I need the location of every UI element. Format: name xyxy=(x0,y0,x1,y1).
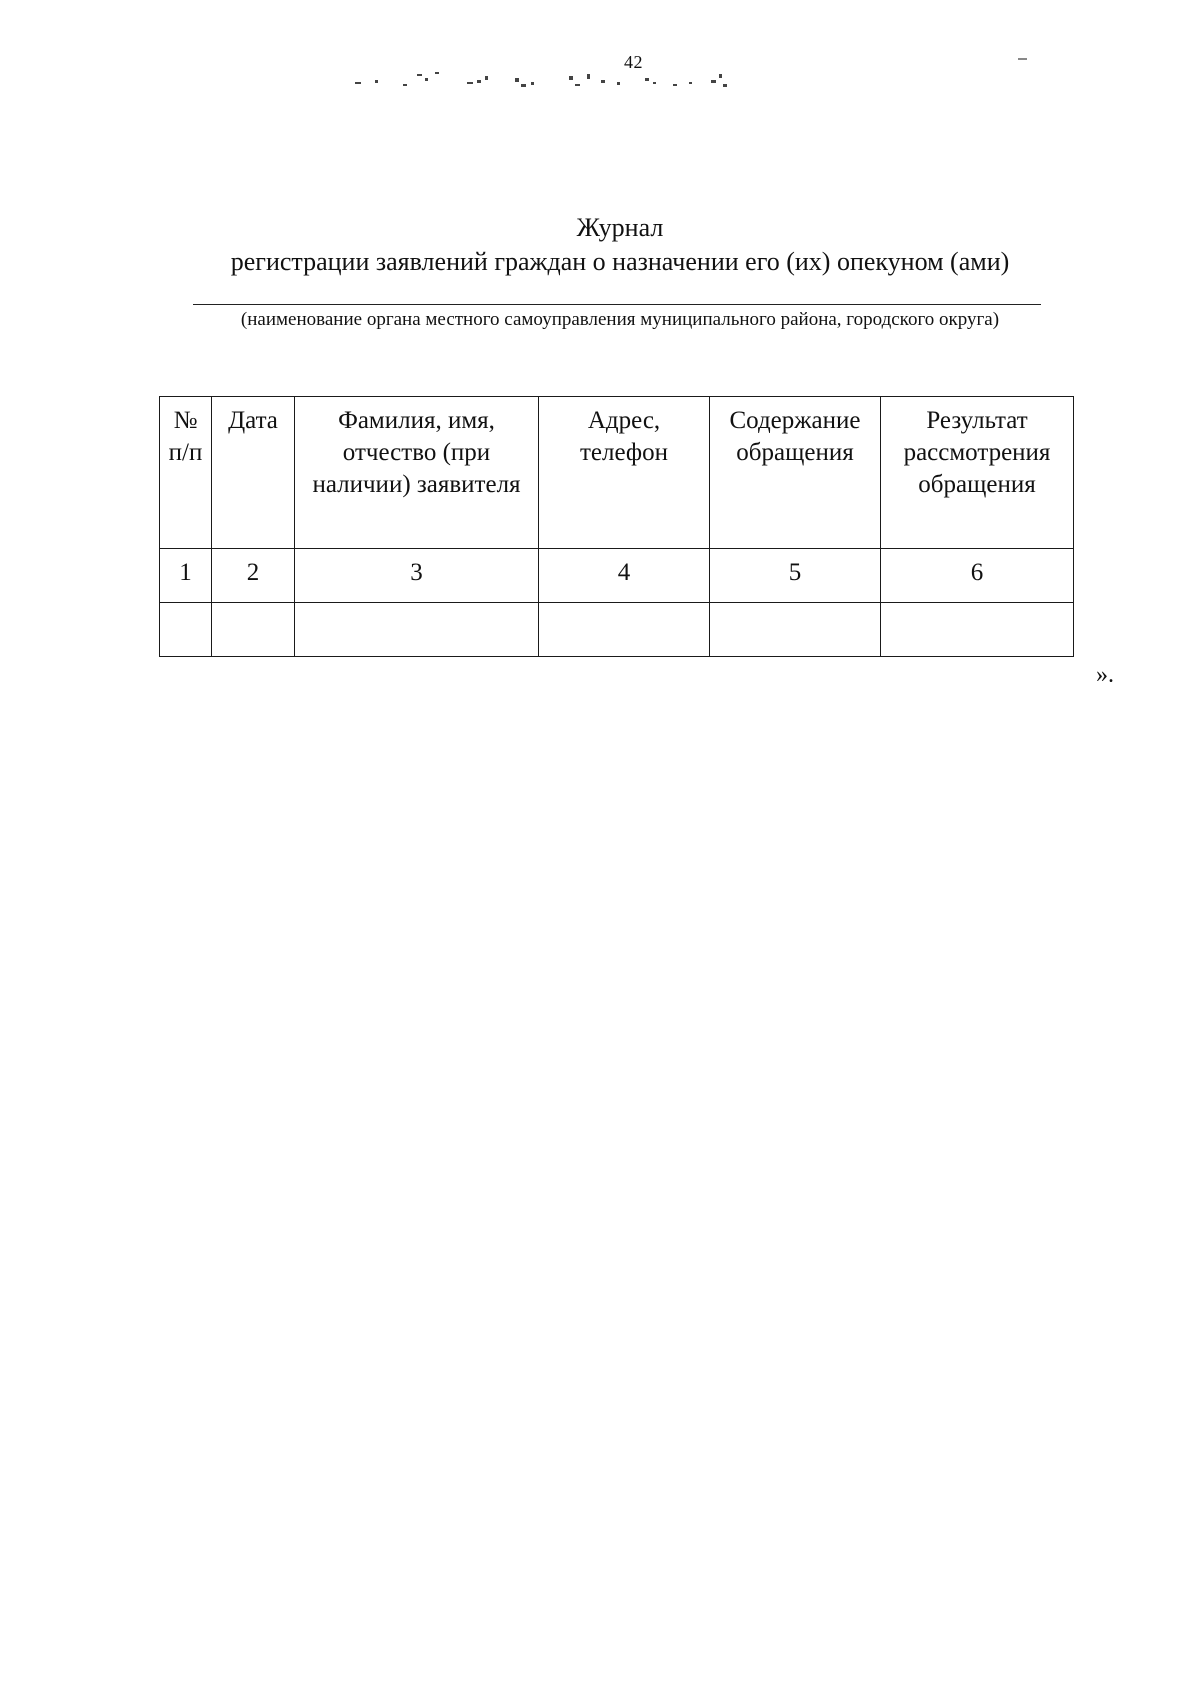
header-cell-applicant-name: Фамилия, имя, отчество (при наличии) заявителя xyxy=(295,397,539,549)
header-cell-number: № п/п xyxy=(160,397,212,549)
table-cell xyxy=(881,603,1074,657)
column-number-cell: 2 xyxy=(212,549,295,603)
org-name-caption: (наименование органа местного самоуправления муниципального района, городского округа) xyxy=(240,309,1000,330)
header-cell-date: Дата xyxy=(212,397,295,549)
header-cell-address-phone: Адрес, телефон xyxy=(539,397,710,549)
table-cell xyxy=(295,603,539,657)
table-cell xyxy=(710,603,881,657)
column-number-cell: 1 xyxy=(160,549,212,603)
closing-quote-mark: ». xyxy=(1096,662,1114,688)
table-header-row xyxy=(160,397,1074,549)
registration-table xyxy=(159,396,1074,657)
journal-subtitle: регистрации заявлений граждан о назначении его (их) опекуном (ами) xyxy=(230,247,1010,276)
header-cell-request-content: Содержание обращения xyxy=(710,397,881,549)
column-number-cell: 3 xyxy=(295,549,539,603)
table-cell xyxy=(160,603,212,657)
column-number-cell: 4 xyxy=(539,549,710,603)
org-name-line xyxy=(193,304,1041,305)
page-number: 42 xyxy=(624,52,643,72)
table-column-numbers-row xyxy=(160,549,1074,603)
column-number-cell: 5 xyxy=(710,549,881,603)
scan-noise xyxy=(355,70,795,98)
column-number-cell: 6 xyxy=(881,549,1074,603)
header-cell-review-result: Результат рассмотрения обращения xyxy=(881,397,1074,549)
journal-title: Журнал xyxy=(576,213,664,242)
table-row xyxy=(160,603,1074,657)
table-cell xyxy=(539,603,710,657)
table-cell xyxy=(212,603,295,657)
scan-speck xyxy=(1018,58,1027,60)
